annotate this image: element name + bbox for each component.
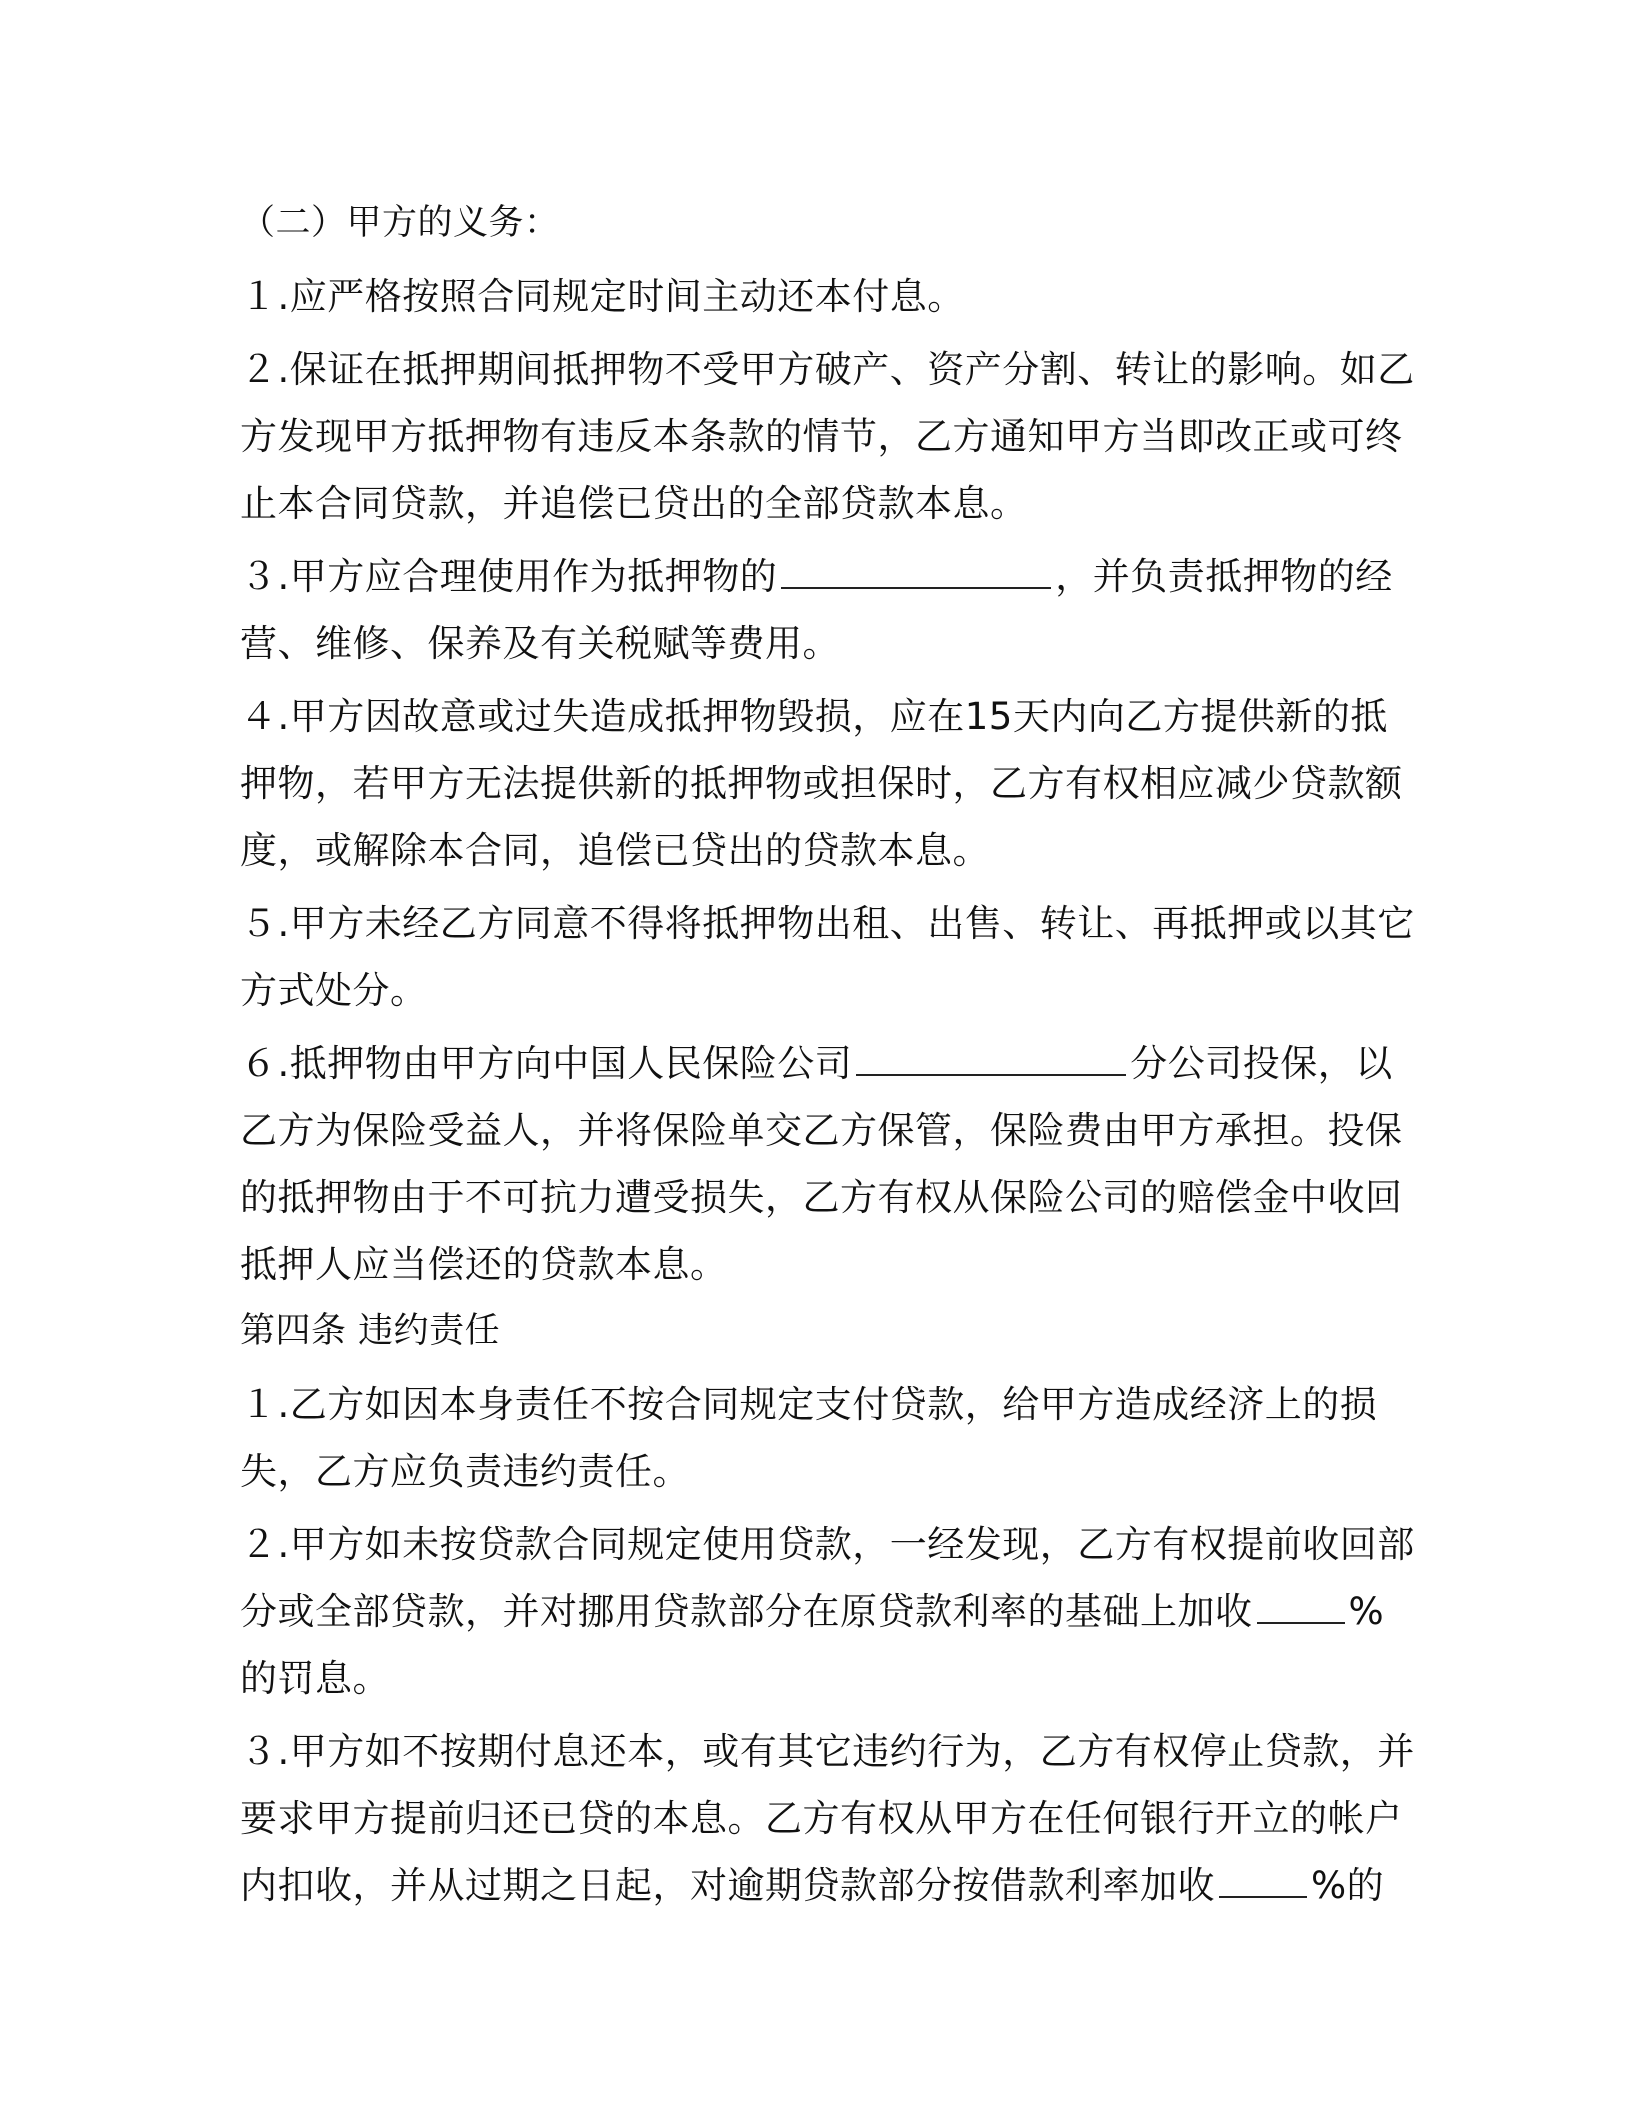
- clause-6-line-1: [240, 1030, 1393, 1097]
- liability-3-text-b: %的: [1311, 1864, 1385, 1907]
- liability-3-line-2: 要求甲方提前归还已贷的本息。乙方有权从甲方在任何银行开立的帐户: [240, 1797, 1403, 1840]
- liability-2-line-3: 的罚息。: [240, 1657, 390, 1700]
- clause-2-line-3: 止本合同贷款，并追偿已贷出的全部贷款本息。: [240, 482, 1028, 525]
- section-heading: （二）甲方的义务：: [240, 203, 560, 243]
- liability-2-text-a: 分或全部贷款，并对挪用贷款部分在原贷款利率的基础上加收: [240, 1590, 1253, 1633]
- clause-6-line-4: 抵押人应当偿还的贷款本息。: [240, 1243, 728, 1286]
- overdue-rate-blank[interactable]: [1219, 1866, 1307, 1898]
- clause-2-line-1: ２.保证在抵押期间抵押物不受甲方破产、资产分割、转让的影响。如乙: [240, 348, 1415, 391]
- penalty-rate-blank[interactable]: [1257, 1592, 1345, 1624]
- clause-3-text-a: ３.甲方应合理使用作为抵押物的: [240, 555, 778, 598]
- liability-2-line-1: ２.甲方如未按贷款合同规定使用贷款，一经发现，乙方有权提前收回部: [240, 1523, 1415, 1566]
- clause-6-text-a: ６.抵押物由甲方向中国人民保险公司: [240, 1042, 853, 1085]
- clause-6-line-2: 乙方为保险受益人，并将保险单交乙方保管，保险费由甲方承担。投保: [240, 1109, 1403, 1152]
- clause-6-text-b: 分公司投保，以: [1130, 1042, 1393, 1085]
- clause-2-line-2: 方发现甲方抵押物有违反本条款的情节，乙方通知甲方当即改正或可终: [240, 415, 1403, 458]
- liability-1-line-2: 失，乙方应负责违约责任。: [240, 1450, 690, 1493]
- liability-2-text-b: %: [1348, 1590, 1385, 1633]
- collateral-blank[interactable]: [781, 557, 1051, 589]
- clause-1-line-1: １.应严格按照合同规定时间主动还本付息。: [240, 275, 965, 318]
- article-title: 第四条 违约责任: [240, 1311, 501, 1351]
- clause-4-line-1: ４.甲方因故意或过失造成抵押物毁损，应在15天内向乙方提供新的抵: [240, 695, 1388, 738]
- clause-5-line-1: ５.甲方未经乙方同意不得将抵押物出租、出售、转让、再抵押或以其它: [240, 902, 1415, 945]
- liability-3-line-1: ３.甲方如不按期付息还本，或有其它违约行为，乙方有权停止贷款，并: [240, 1730, 1415, 1773]
- clause-6-line-3: 的抵押物由于不可抗力遭受损失，乙方有权从保险公司的赔偿金中收回: [240, 1176, 1403, 1219]
- clause-4-line-2: 押物，若甲方无法提供新的抵押物或担保时，乙方有权相应减少贷款额: [240, 762, 1403, 805]
- clause-4-line-3: 度，或解除本合同，追偿已贷出的贷款本息。: [240, 829, 990, 872]
- document-page: [240, 190, 1415, 1919]
- clause-3-text-b: ，并负责抵押物的经: [1055, 555, 1393, 598]
- liability-1-line-1: １.乙方如因本身责任不按合同规定支付贷款，给甲方造成经济上的损: [240, 1383, 1378, 1426]
- clause-3-line-2: 营、维修、保养及有关税赋等费用。: [240, 622, 840, 665]
- clause-3-line-1: [240, 543, 1393, 610]
- liability-3-line-3: [240, 1852, 1390, 1919]
- clause-5-line-2: 方式处分。: [240, 969, 428, 1012]
- liability-3-text-a: 内扣收，并从过期之日起，对逾期贷款部分按借款利率加收: [240, 1864, 1215, 1907]
- insurance-branch-blank[interactable]: [856, 1044, 1126, 1076]
- liability-2-line-2: [240, 1578, 1390, 1645]
